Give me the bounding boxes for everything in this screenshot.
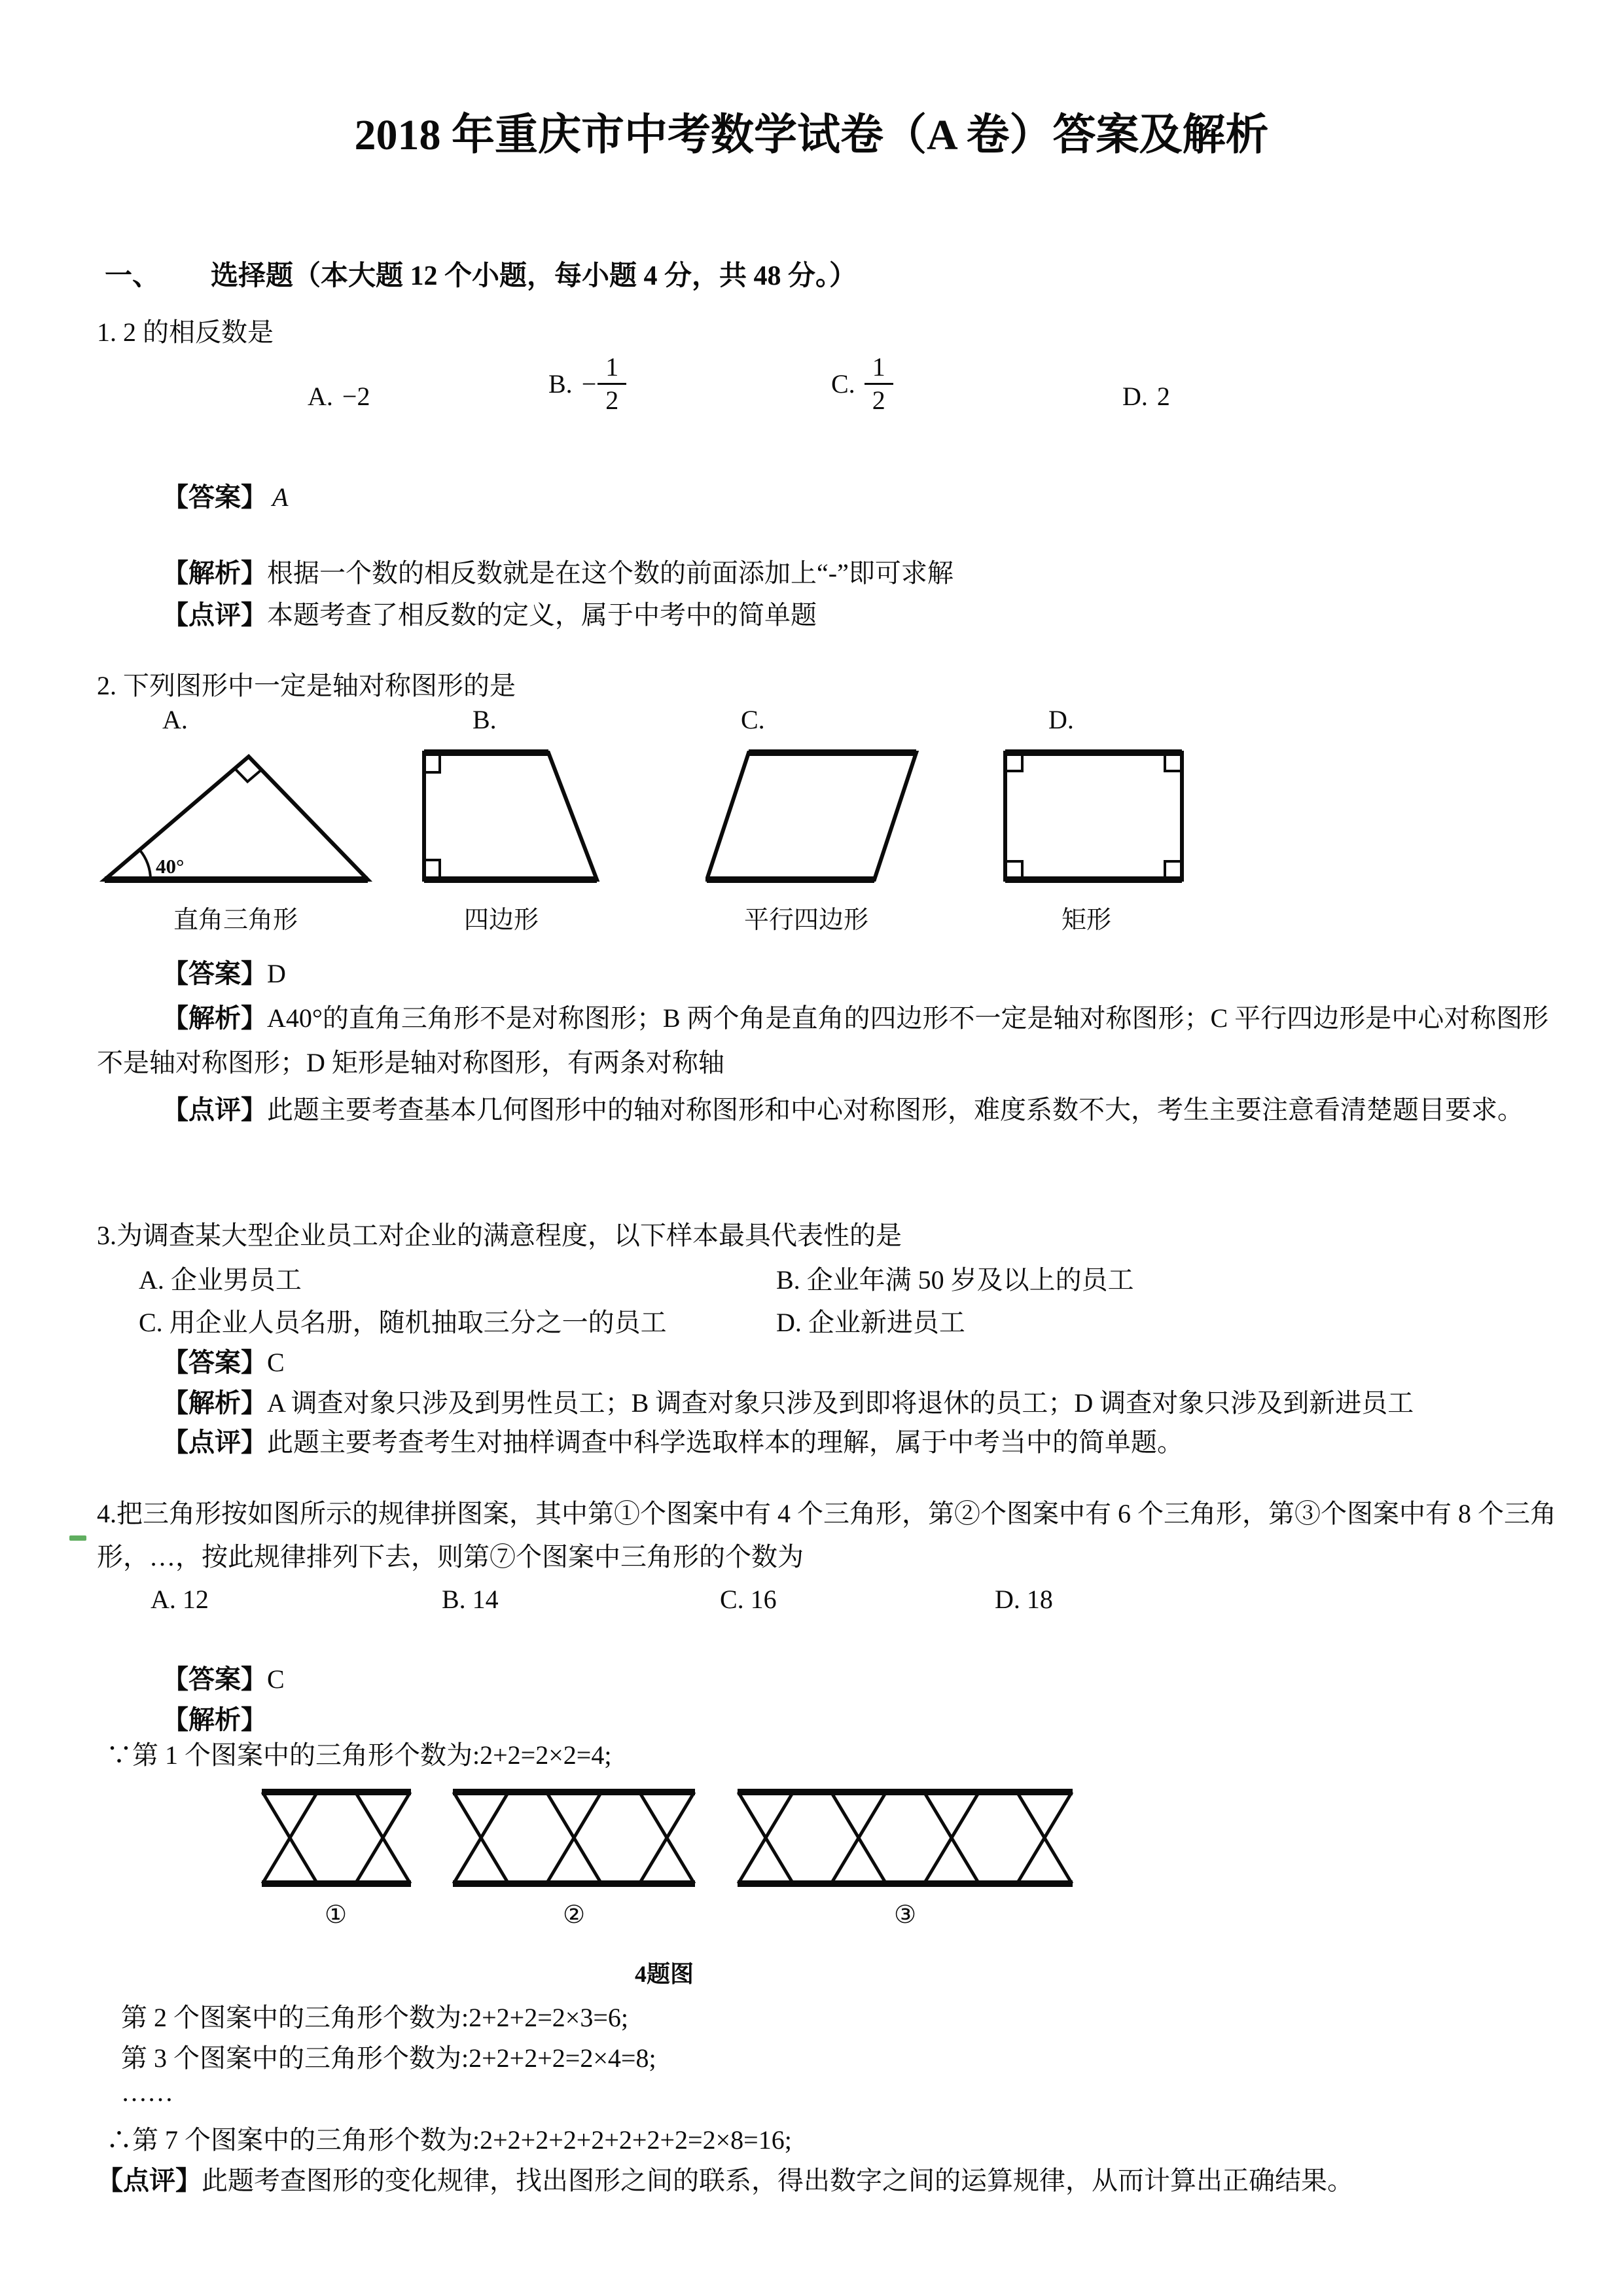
option-letter: C. xyxy=(831,369,855,399)
q2-shape-letter-a: A. xyxy=(162,705,188,734)
analysis-text: A40°的直角三角形不是对称图形；B 两个角是直角的四边形不一定是轴对称图形；C 平行四边形是中心对称图形不是轴对称图形；D 矩形是轴对称图形，有两条对称轴 xyxy=(97,1003,1549,1077)
q1-option-c xyxy=(831,353,893,414)
right-angle-mark xyxy=(235,768,262,781)
q4-analysis-line-3: 第 3 个图案中的三角形个数为:2+2+2+2=2×4=8; xyxy=(121,2043,656,2073)
q4-option-c: C. 16 xyxy=(720,1585,777,1614)
q1-option-d xyxy=(1122,381,1170,412)
q2-comment xyxy=(97,1088,1571,1132)
q4-option-b: B. 14 xyxy=(442,1585,499,1614)
right-triangle-shape xyxy=(98,744,373,895)
analysis-label: 【解析】 xyxy=(162,1388,267,1418)
q4-analysis-line-7: ∴第 7 个图案中的三角形个数为:2+2+2+2+2+2+2+2=2×8=16; xyxy=(106,2125,792,2155)
section-heading xyxy=(105,254,857,293)
angle-arc xyxy=(139,850,151,880)
fraction xyxy=(597,353,626,414)
q3-analysis xyxy=(97,1381,1571,1426)
q2-stem: 2. 下列图形中一定是轴对称图形的是 xyxy=(97,671,516,700)
q4-stem: 4.把三角形按如图所示的规律拼图案，其中第①个图案中有 4 个三角形，第②个图案中有 6 个三角形，第③个图案中有 8 个三角形，…，按此规律排列下去，则第⑦个图案中三角形的个数为 xyxy=(97,1499,1556,1571)
comment-text: 此题考查图形的变化规律，找出图形之间的联系，得出数字之间的运算规律，从而计算出正确结果。 xyxy=(202,2166,1353,2195)
q1-stem: 1. 2 的相反数是 xyxy=(97,317,274,347)
comment-label: 【点评】 xyxy=(162,1095,267,1124)
q4-option-a: A. 12 xyxy=(151,1585,209,1614)
q1-options xyxy=(0,348,1623,463)
analysis-label: 【解析】 xyxy=(162,558,267,588)
section-numeral: 一、 xyxy=(105,261,160,291)
q2-shape-caption-d: 矩形 xyxy=(1061,906,1112,934)
option-value: 2 xyxy=(1156,382,1170,411)
q4-analysis-ellipsis: …… xyxy=(121,2077,173,2107)
section-title: 选择题（本大题 12 个小题，每小题 4 分，共 48 分。） xyxy=(211,261,857,291)
figure-label-2: ② xyxy=(562,1901,586,1929)
fraction xyxy=(865,353,893,414)
answer-label: 【答案】 xyxy=(162,1664,267,1694)
answer-label: 【答案】 xyxy=(162,1348,267,1377)
option-letter: D. xyxy=(1122,382,1148,411)
q1-answer xyxy=(97,475,1571,520)
q3-option-a: A. 企业男员工 xyxy=(139,1265,302,1295)
answer-value: C xyxy=(267,1348,285,1377)
fraction-numerator: 1 xyxy=(865,353,893,385)
answer-value: C xyxy=(267,1664,285,1694)
q2-answer xyxy=(97,952,1571,996)
q4-comment xyxy=(97,2159,1571,2203)
q2-shape-letter-d: D. xyxy=(1048,705,1074,734)
q3-option-c: C. 用企业人员名册，随机抽取三分之一的员工 xyxy=(139,1308,667,1337)
answer-value: D xyxy=(267,959,286,988)
q2-analysis xyxy=(97,996,1571,1085)
comment-text: 此题主要考查考生对抽样调查中科学选取样本的理解，属于中考当中的简单题。 xyxy=(267,1427,1183,1457)
spellcheck-artifact xyxy=(69,1535,86,1541)
answer-value: A xyxy=(272,482,289,512)
q1-comment xyxy=(97,593,1571,637)
parallelogram-shape xyxy=(705,744,919,895)
rectangle-shape xyxy=(1000,744,1186,895)
q2-shape-caption-a: 直角三角形 xyxy=(173,906,298,934)
q1-option-b xyxy=(548,353,626,414)
answer-label: 【答案】 xyxy=(162,959,267,988)
q4-option-d: D. 18 xyxy=(995,1585,1053,1614)
quadrilateral-shape xyxy=(419,744,605,895)
q3-stem: 3.为调查某大型企业员工对企业的满意程度，以下样本最具代表性的是 xyxy=(97,1221,902,1250)
q3-option-b: B. 企业年满 50 岁及以上的员工 xyxy=(776,1265,1134,1295)
q3-option-d: D. 企业新进员工 xyxy=(776,1308,965,1337)
figure-label-1: ① xyxy=(324,1901,348,1929)
q3-comment xyxy=(97,1420,1571,1465)
q4-analysis-line-1: ∵第 1 个图案中的三角形个数为:2+2=2×2=4; xyxy=(106,1740,612,1770)
comment-label: 【点评】 xyxy=(162,600,267,630)
triangle-pattern-figure-3 xyxy=(736,1788,1074,1888)
triangle-pattern-figure-2 xyxy=(452,1788,696,1888)
fraction-denominator: 2 xyxy=(872,386,885,415)
q4-answer xyxy=(97,1657,1571,1702)
comment-label: 【点评】 xyxy=(162,1427,267,1457)
minus-sign: − xyxy=(581,369,597,399)
analysis-text: A 调查对象只涉及到男性员工；B 调查对象只涉及到即将退休的员工；D 调查对象只涉及到新进员工 xyxy=(267,1388,1414,1418)
q2-shape-letter-b: B. xyxy=(473,705,497,734)
option-value: −2 xyxy=(342,382,370,411)
fraction-numerator: 1 xyxy=(597,353,626,385)
comment-text: 本题考查了相反数的定义，属于中考中的简单题 xyxy=(267,600,817,630)
analysis-text: 根据一个数的相反数就是在这个数的前面添加上“-”即可求解 xyxy=(267,558,954,588)
analysis-label: 【解析】 xyxy=(162,1705,267,1734)
q4-analysis-line-2: 第 2 个图案中的三角形个数为:2+2+2=2×3=6; xyxy=(121,2003,629,2032)
q2-shape-letter-c: C. xyxy=(741,705,765,734)
option-letter: B. xyxy=(548,369,573,399)
answer-label: 【答案】 xyxy=(162,482,267,512)
analysis-label: 【解析】 xyxy=(162,1003,267,1033)
page-title: 2018 年重庆市中考数学试卷（A 卷）答案及解析 xyxy=(354,111,1269,159)
fraction-denominator: 2 xyxy=(605,386,619,415)
q2-shape-caption-c: 平行四边形 xyxy=(743,906,869,934)
q1-analysis xyxy=(97,551,1571,596)
q1-option-a xyxy=(308,381,370,412)
option-letter: A. xyxy=(308,382,333,411)
figure-caption: 4题图 xyxy=(634,1961,694,1987)
q2-shape-caption-b: 四边形 xyxy=(463,906,539,934)
angle-label: 40° xyxy=(156,855,185,878)
figure-label-3: ③ xyxy=(893,1901,917,1929)
comment-text: 此题主要考查基本几何图形中的轴对称图形和中心对称图形，难度系数不大，考生主要注意看清楚题目要求。 xyxy=(267,1095,1524,1124)
triangle-pattern-figure-1 xyxy=(260,1788,412,1888)
q3-answer xyxy=(97,1340,1571,1385)
comment-label: 【点评】 xyxy=(97,2166,202,2195)
